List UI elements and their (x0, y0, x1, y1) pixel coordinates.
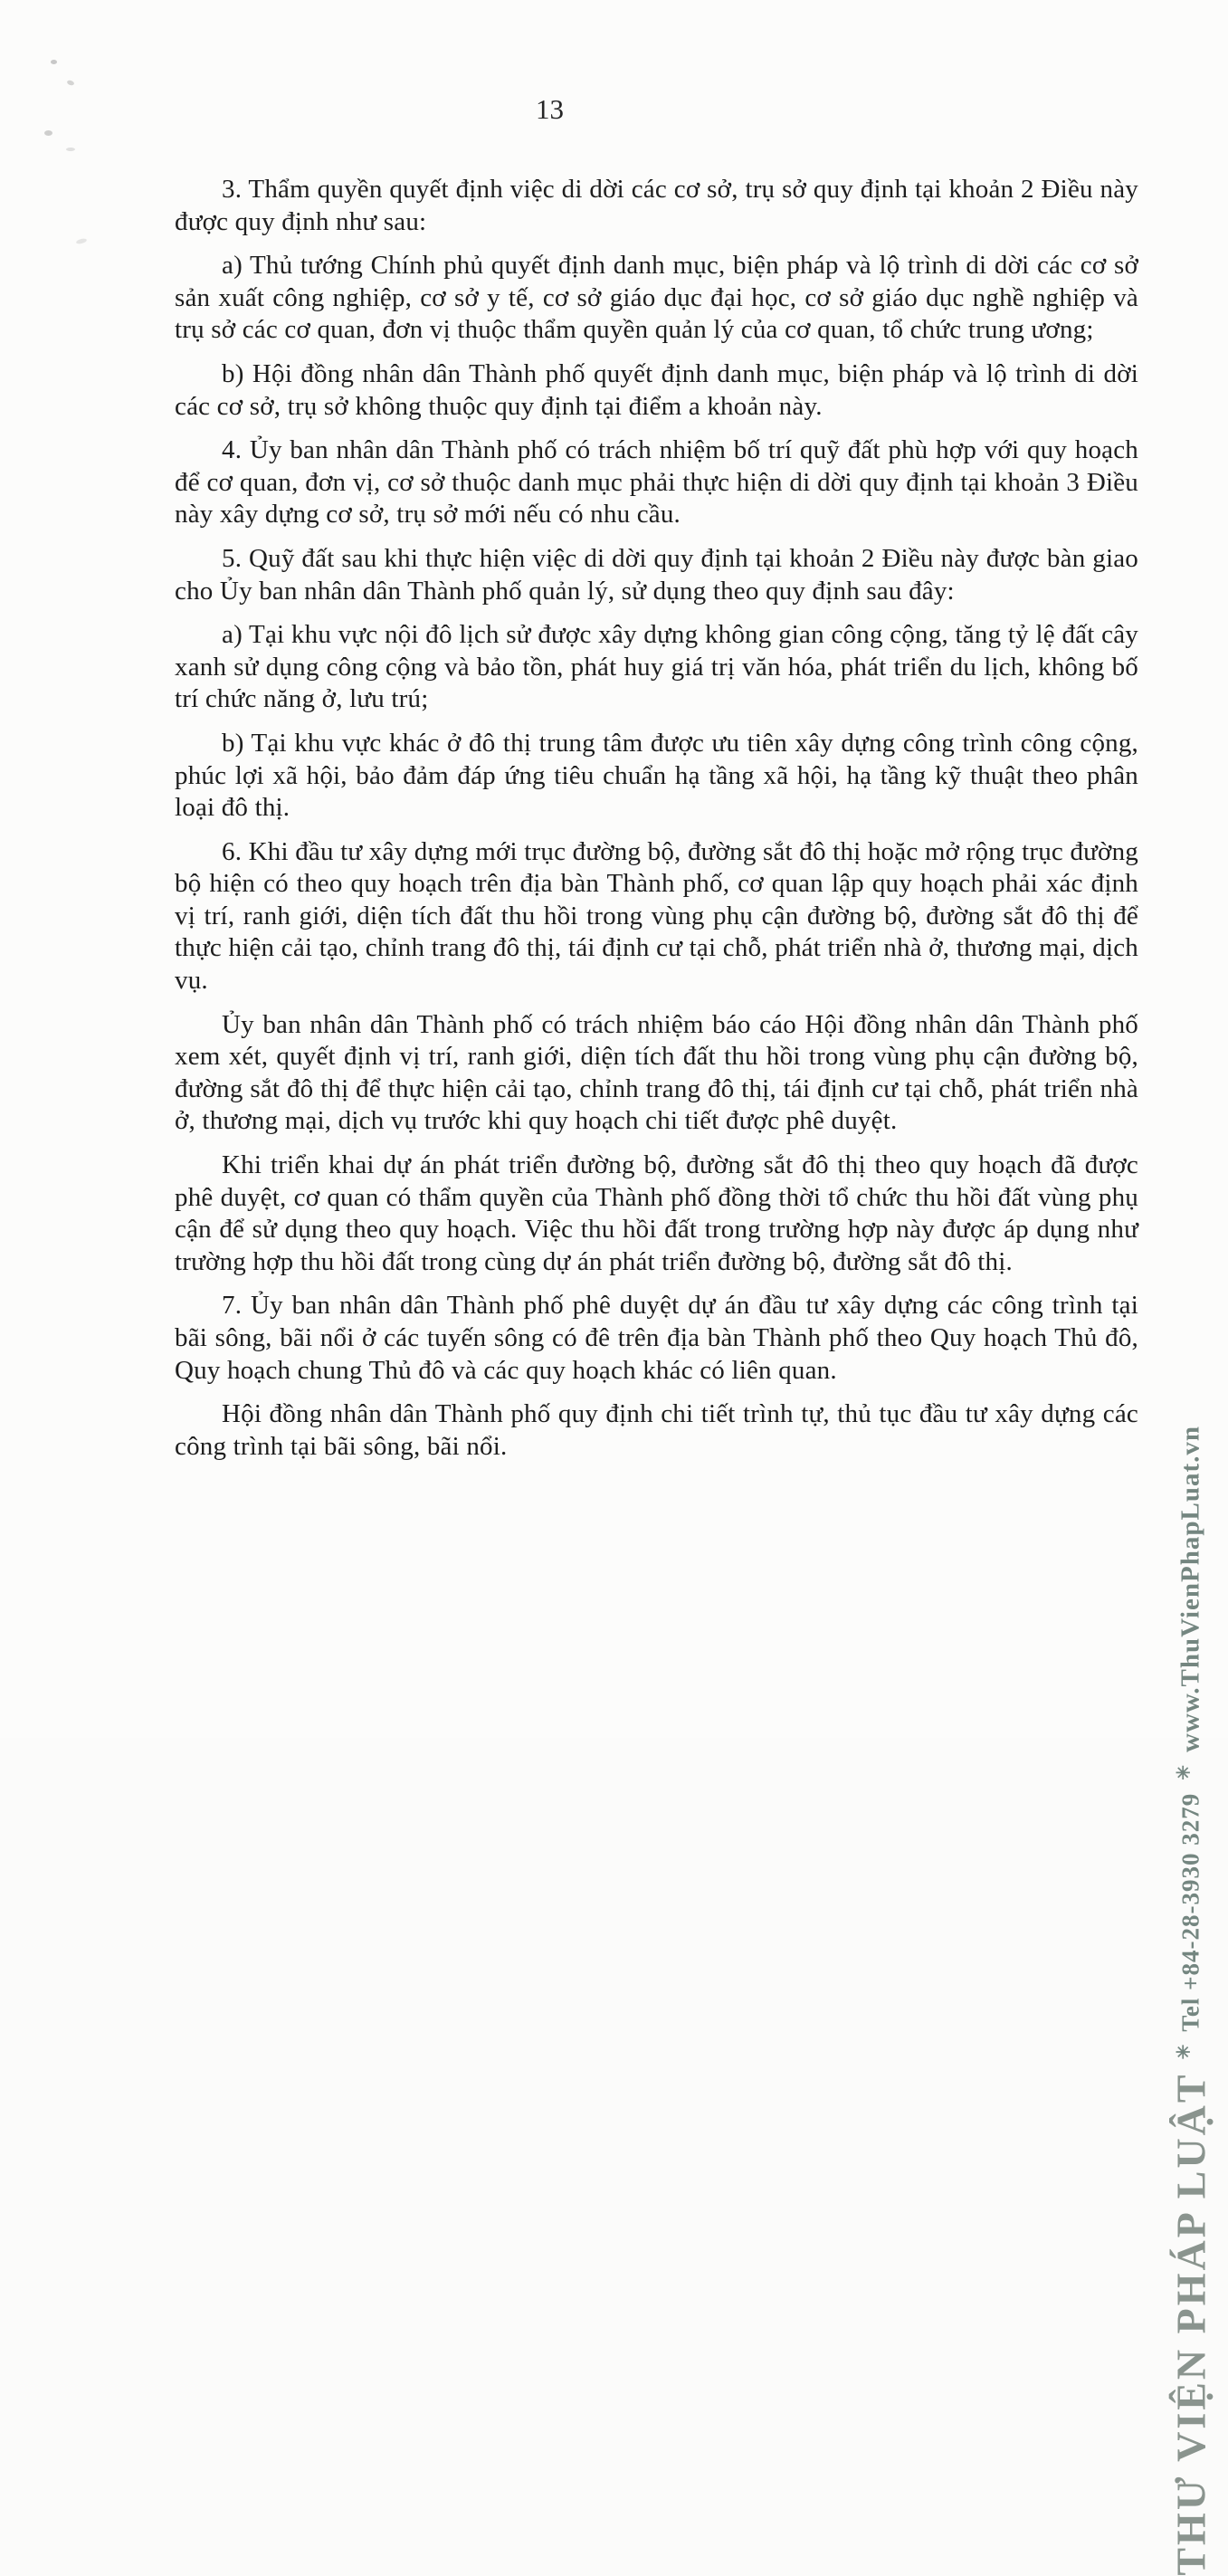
scan-artifact (44, 130, 52, 136)
scan-artifact (76, 238, 88, 245)
paragraph: Hội đồng nhân dân Thành phố quy định chi tiết trình tự, thủ tục đầu tư xây dựng các công trình tại bãi sông, bãi nổi. (175, 1399, 1138, 1461)
document-body (175, 174, 1138, 1474)
paragraph: 4. Ủy ban nhân dân Thành phố có trách nhiệm bố trí quỹ đất phù hợp với quy hoạch để cơ quan, đơn vị, cơ sở thuộc danh mục phải thực hiện di dời quy định tại khoản 3 Điều này xây dựng cơ sở, trụ sở mới nếu có nhu cầu. (175, 435, 1138, 530)
paragraph: b) Tại khu vực khác ở đô thị trung tâm được ưu tiên xây dựng công trình công cộng, phúc lợi xã hội, bảo đảm đáp ứng tiêu chuẩn hạ tầng xã hội, hạ tầng kỹ thuật theo phân loại đô thị. (175, 728, 1138, 823)
watermark-separator-icon: ✳ (1175, 2044, 1195, 2060)
paragraph: 3. Thẩm quyền quyết định việc di dời các cơ sở, trụ sở quy định tại khoản 2 Điều này được quy định như sau: (175, 175, 1138, 236)
paragraph: 5. Quỹ đất sau khi thực hiện việc di dời quy định tại khoản 2 Điều này được bàn giao cho Ủy ban nhân dân Thành phố quản lý, sử dụng theo quy định sau đây: (175, 543, 1138, 606)
paragraph: Khi triển khai dự án phát triển đường bộ, đường sắt đô thị theo quy hoạch đã được phê duyệt, cơ quan có thẩm quyền của Thành phố đồng thời tổ chức thu hồi đất vùng phụ cận để sử dụng theo quy hoạch. Việc thu hồi đất trong trường hợp này được áp dụng như trường hợp thu hồi đất trong cùng dự án phát triển đường bộ, đường sắt đô thị. (175, 1150, 1138, 1276)
scan-artifact (66, 148, 75, 151)
scan-artifact (51, 60, 57, 64)
paragraph: a) Tại khu vực nội đô lịch sử được xây dựng không gian công cộng, tăng tỷ lệ đất cây xanh sử dụng công cộng và bảo tồn, phát huy giá trị văn hóa, phát triển du lịch, không bố trí chức năng ở, lưu trú; (175, 620, 1138, 714)
paragraph: a) Thủ tướng Chính phủ quyết định danh mục, biện pháp và lộ trình di dời các cơ sở sản xuất công nghiệp, cơ sở y tế, cơ sở giáo dục đại học, cơ sở giáo dục nghề nghiệp và trụ sở các cơ quan, đơn vị thuộc thẩm quyền quản lý của cơ quan, tổ chức trung ương; (175, 251, 1138, 345)
scan-artifact (66, 80, 74, 86)
paragraph: Ủy ban nhân dân Thành phố có trách nhiệm báo cáo Hội đồng nhân dân Thành phố xem xét, quyết định vị trí, ranh giới, diện tích đất thu hồi trong vùng phụ cận đường bộ, đường sắt đô thị để thực hiện cải tạo, chỉnh trang đô thị, tái định cư tại chỗ, phát triển nhà ở, thương mại, dịch vụ trước khi quy hoạch chi tiết được phê duyệt. (175, 1009, 1138, 1136)
watermark-website: www.ThuVienPhapLuat.vn (1176, 1426, 1205, 1752)
watermark-title: THƯ VIỆN PHÁP LUẬT (1168, 2072, 1214, 2576)
paragraph: 6. Khi đầu tư xây dựng mới trục đường bộ, đường sắt đô thị hoặc mở rộng trục đường bộ hiện có theo quy hoạch trên địa bàn Thành phố, cơ quan lập quy hoạch phải xác định vị trí, ranh giới, diện tích đất thu hồi trong vùng phụ cận đường bộ, đường sắt đô thị để thực hiện cải tạo, chỉnh trang đô thị, tái định cư tại chỗ, phát triển nhà ở, thương mại, dịch vụ. (175, 836, 1138, 996)
watermark-telephone: Tel +84-28-3930 3279 (1177, 1792, 1204, 2032)
paragraph: 7. Ủy ban nhân dân Thành phố phê duyệt dự án đầu tư xây dựng các công trình tại bãi sông, bãi nổi ở các tuyến sông có đê trên địa bàn Thành phố theo Quy hoạch Thủ đô, Quy hoạch chung Thủ đô và các quy hoạch khác có liên quan. (175, 1291, 1138, 1385)
paragraph: b) Hội đồng nhân dân Thành phố quyết định danh mục, biện pháp và lộ trình di dời các cơ sở, trụ sở không thuộc quy định tại điểm a khoản này. (175, 358, 1138, 421)
page-number: 13 (536, 93, 564, 125)
watermark-separator-icon: ✳ (1175, 1764, 1195, 1780)
watermark (1167, 1426, 1215, 2576)
